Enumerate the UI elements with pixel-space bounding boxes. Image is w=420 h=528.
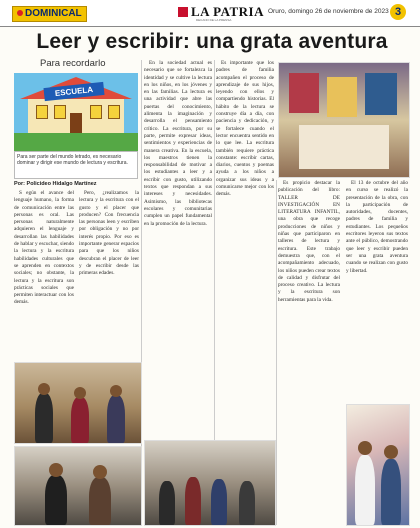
book-cover bbox=[327, 77, 357, 117]
column-1-text: S egún el avance del lenguaje humano, la forma de comunicación entre las personas es oral. Las personas naturalmente adquieren el lenguaje y desarrollan las habilidades de hablar y escuchar, siendo la lectura y la escritura habilidades culturales que se aprenden en contextos sociales; no obstante, la lectura y la escritura son prácticas sociales que permiten interactuar con los demás. bbox=[14, 190, 74, 306]
person-figure bbox=[355, 455, 375, 525]
text-column-6 bbox=[346, 180, 408, 400]
dateline: Oruro, domingo 26 de noviembre de 2023 bbox=[268, 8, 389, 15]
column-5-text: Es propicio destacar la publicación del libro: TALLER DE INVESTIGACIÓN EN LITERATURA INFANTIL, una obra que recoge producciones de niños y niñas que participaron en talleres de lectura y escritura. Este trabajo demuestra que, con el acompañamiento adecuado, los niños pueden crear textos de calidad y disfrutar del proceso creativo. La lectura y la escritura son herramientas para la vida. bbox=[278, 180, 340, 303]
section-label: DOMINICAL bbox=[25, 8, 82, 19]
logo-mark-icon bbox=[178, 7, 188, 17]
person-head bbox=[93, 465, 107, 479]
newspaper-name: LA PATRIA bbox=[191, 4, 264, 19]
article-byline: Por: Policideo Hidalgo Martínez bbox=[14, 181, 97, 187]
column-4-text: Es importante que los padres de familia acompañen el proceso de aprendizaje de sus hijos, leyendo con ellos y compartiendo historias. El hábito de la lectura se construye día a día, con paciencia y dedicación, y se fortalece cuando el lector encuentra sentido en lo que lee. La escritura también requiere práctica constante: escribir cartas, diarios, cuentos y poemas ayuda a los niños a organizar sus ideas y a comunicarse mejor con los demás. bbox=[216, 60, 274, 198]
event-photo-2 bbox=[14, 446, 142, 526]
person-figure bbox=[185, 477, 201, 525]
person-head bbox=[384, 445, 398, 459]
person-head bbox=[38, 383, 50, 395]
column-3-text: En la sociedad actual es necesario que se fortalezca la identidad y se cultive la lectura en los niños, en los jóvenes y en las familias. La lectura es una actividad que abre las puertas del conocimiento, alimenta la imaginación y desarrolla el pensamiento crítico. La escritura, por su parte, permite expresar ideas, sentimientos y experiencias de manera creativa. En la escuela, los maestros tienen la responsabilidad de motivar a los estudiantes a leer y a escribir con gusto, utilizando textos que respondan a sus intereses y necesidades. Asimismo, las bibliotecas escolares y comunitarias cumplen un papel fundamental en la promoción de la lectura. bbox=[144, 60, 212, 227]
badge-dot-icon bbox=[17, 10, 23, 16]
text-column-1 bbox=[14, 190, 74, 358]
article-headline: Leer y escribir: una grata aventura bbox=[36, 30, 388, 53]
person-head bbox=[110, 385, 122, 397]
column-rule bbox=[276, 180, 277, 525]
page-header bbox=[0, 0, 420, 27]
person-head bbox=[74, 387, 86, 399]
person-head bbox=[358, 441, 372, 455]
school-window bbox=[90, 105, 102, 119]
column-2-text: Pero, ¿realizamos la lectura y la escritura con el gusto y el placer que producen? Con frecuencia las personas leen y escriben por obligación y no por interés propio. Por eso es importante generar espacios para que los niños descubran el placer de leer y de escribir desde las primeras edades. bbox=[79, 190, 139, 277]
person-figure bbox=[35, 393, 53, 443]
person-figure bbox=[211, 479, 227, 525]
school-door bbox=[70, 113, 82, 133]
person-figure bbox=[239, 481, 255, 525]
text-column-2 bbox=[79, 190, 139, 358]
book-cover bbox=[299, 125, 389, 169]
school-window bbox=[54, 105, 66, 119]
event-photo-3 bbox=[144, 440, 276, 526]
person-head bbox=[49, 463, 63, 477]
person-figure bbox=[45, 475, 67, 525]
award-photo bbox=[346, 404, 410, 526]
article-kicker: Para recordarlo bbox=[40, 58, 106, 69]
newspaper-tagline: DECANO DE LA PRENSA bbox=[196, 18, 232, 22]
school-window bbox=[36, 105, 48, 119]
event-photo-1 bbox=[14, 362, 142, 444]
text-column-5 bbox=[278, 180, 340, 528]
school-ground bbox=[14, 133, 138, 151]
illustration-caption: Para ser parte del mundo letrado, es necesario dominar y dirigir ese mundo de lectura y escritura. bbox=[14, 151, 138, 179]
person-figure bbox=[89, 477, 111, 525]
person-figure bbox=[159, 481, 175, 525]
page-number: 3 bbox=[390, 4, 406, 20]
person-figure bbox=[107, 395, 125, 443]
person-figure bbox=[71, 397, 89, 443]
school-illustration bbox=[14, 73, 138, 151]
section-badge bbox=[12, 6, 87, 22]
book-cover bbox=[365, 73, 397, 115]
column-6-text: El 13 de octubre del año en curso se realizó la presentación de la obra, con la participación de autoridades, docentes, padres de familia y estudiantes. Los pequeños escritores leyeron sus textos ante el público, demostrando que leer y escribir pueden ser una grata aventura cuando se realizan con gusto y libertad. bbox=[346, 180, 408, 274]
book-cover bbox=[289, 73, 319, 113]
school-sign: ESCUELA bbox=[43, 82, 104, 101]
book-photo bbox=[278, 62, 410, 178]
person-figure bbox=[381, 459, 401, 525]
school-window bbox=[108, 105, 120, 119]
